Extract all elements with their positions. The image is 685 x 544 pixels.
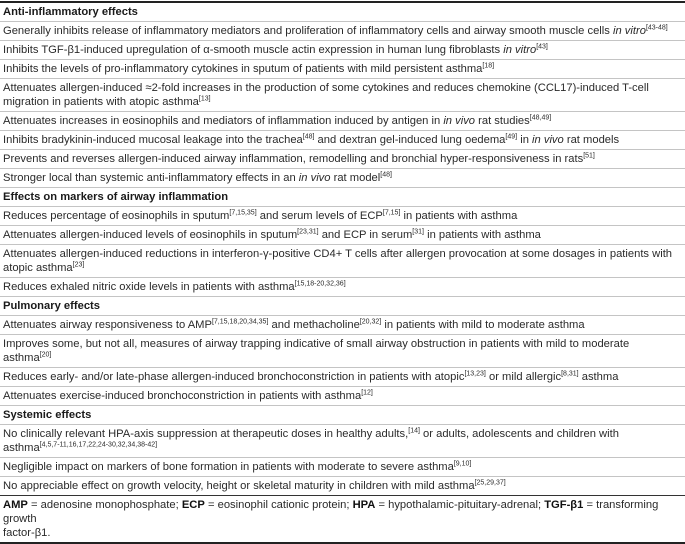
table-row: [0, 458, 685, 477]
text-segment: and dextran gel-induced lung oedema: [314, 134, 506, 146]
reference-citation: [48]: [302, 133, 315, 141]
reference-citation: [51]: [583, 152, 595, 160]
text-segment: in vivo: [298, 172, 331, 184]
text-segment: factor-β1.: [3, 527, 51, 539]
table-row: [0, 368, 685, 387]
text-segment: Attenuates allergen-induced reductions in interferon-γ-positive CD4+ T cells after allergen provocation at some dosages in patients with: [3, 248, 673, 260]
text-segment: Inhibits bradykinin-induced mucosal leakage into the trachea: [3, 134, 303, 146]
reference-citation: [12]: [361, 389, 373, 397]
table-row: [0, 79, 685, 112]
text-segment: in vivo: [532, 134, 564, 146]
text-segment: asthma: [3, 442, 40, 454]
table-row: [0, 387, 685, 406]
text-segment: or adults, adolescents and children with: [419, 428, 619, 440]
text-segment: in vitro: [612, 25, 646, 37]
reference-citation: [14]: [408, 427, 420, 435]
table-row: [0, 131, 685, 150]
text-segment: in patients with mild to moderate asthma: [381, 319, 585, 331]
table-row: [0, 425, 685, 458]
reference-citation: [49]: [505, 133, 518, 141]
text-segment: Attenuates allergen-induced levels of eosinophils in sputum: [3, 229, 298, 241]
text-segment: rat models: [563, 134, 620, 146]
text-segment: No clinically relevant HPA-axis suppression at therapeutic doses in healthy adults,: [3, 428, 409, 440]
text-segment: Attenuates allergen-induced ≈2-fold increases in the production of some cytokines and reduces chemokine (CCL17)-induced T-cell: [3, 82, 649, 94]
table-row: [0, 316, 685, 335]
reference-citation: [13]: [198, 95, 211, 103]
reference-citation: [20]: [39, 351, 52, 359]
reference-citation: [4,5,7-11,16,17,22,24-30,32,34,38-42]: [39, 441, 158, 449]
reference-citation: [7,15]: [382, 209, 401, 217]
text-segment: Reduces percentage of eosinophils in sputum: [3, 210, 230, 222]
text-segment: Improves some, but not all, measures of airway trapping indicative of small airway obstruction in patients with mild to moderate: [3, 338, 630, 350]
reference-citation: [18]: [482, 62, 495, 70]
text-segment: atopic asthma: [3, 262, 73, 274]
text-segment: migration in patients with atopic asthma: [3, 96, 199, 108]
reference-citation: [15,18-20,32,36]: [294, 280, 346, 288]
text-segment: in vitro: [503, 44, 537, 56]
text-segment: in: [517, 134, 533, 146]
text-segment: Prevents and reverses allergen-induced airway inflammation, remodelling and bronchial hyper-responsiveness in rats: [3, 153, 584, 165]
table-row: [0, 150, 685, 169]
reference-citation: [23,31]: [297, 228, 319, 236]
text-segment: rat model: [330, 172, 381, 184]
table-row: [0, 278, 685, 297]
table-row: [0, 169, 685, 188]
text-segment: Negligible impact on markers of bone formation in patients with moderate to severe asthma: [3, 461, 454, 473]
reference-citation: [7,15,35]: [229, 209, 257, 217]
text-segment: Reduces early- and/or late-phase allergen-induced bronchoconstriction in patients with atopic: [3, 371, 465, 383]
table-row: [0, 60, 685, 79]
table-row: [0, 477, 685, 496]
table-row: [0, 22, 685, 41]
text-segment: and methacholine: [268, 319, 360, 331]
text-segment: rat studies: [475, 115, 530, 127]
reference-citation: [25,29,37]: [474, 479, 506, 487]
text-segment: Attenuates exercise-induced bronchoconstriction in patients with asthma: [3, 390, 362, 402]
text-segment: Attenuates airway responsiveness to AMP: [3, 319, 212, 331]
text-segment: = adenosine monophosphate;: [27, 499, 182, 511]
reference-citation: [23]: [72, 261, 85, 269]
reference-citation: [48]: [380, 171, 392, 179]
text-segment: or mild allergic: [485, 371, 562, 383]
effects-table: [0, 1, 685, 496]
abbreviation: ECP: [181, 499, 205, 511]
text-segment: Stronger local than systemic anti-inflammatory effects in an: [3, 172, 299, 184]
reference-citation: [13,23]: [464, 370, 486, 378]
text-segment: = transforming growth: [3, 499, 659, 525]
text-segment: in patients with asthma: [423, 229, 541, 241]
reference-citation: [31]: [412, 228, 424, 236]
text-segment: Generally inhibits release of inflammatory mediators and proliferation of inflammatory cells and airway smooth muscle cells: [3, 25, 613, 37]
text-segment: = eosinophil cationic protein;: [204, 499, 353, 511]
text-segment: in vivo: [443, 115, 476, 127]
reference-citation: [8,31]: [561, 370, 579, 378]
text-segment: asthma: [578, 371, 619, 383]
table-row: [0, 335, 685, 368]
reference-citation: [9,10]: [453, 460, 472, 468]
reference-citation: [48,49]: [529, 114, 552, 122]
table-row: [0, 207, 685, 226]
section-heading: Effects on markers of airway inflammation: [0, 188, 685, 207]
reference-citation: [20,32]: [359, 318, 382, 326]
table-row: [0, 112, 685, 131]
text-segment: Reduces exhaled nitric oxide levels in patients with asthma: [3, 281, 295, 293]
text-segment: No appreciable effect on growth velocity, height or skeletal maturity in children with mild asthma: [3, 480, 475, 492]
text-segment: in patients with asthma: [400, 210, 518, 222]
abbreviation: HPA: [352, 499, 376, 511]
reference-citation: [43-48]: [645, 24, 668, 32]
reference-citation: [43]: [536, 43, 548, 51]
section-heading: Pulmonary effects: [0, 297, 685, 316]
table-row: [0, 41, 685, 60]
text-segment: = hypothalamic-pituitary-adrenal;: [375, 499, 545, 511]
text-segment: and serum levels of ECP: [256, 210, 383, 222]
table-row: [0, 245, 685, 278]
text-segment: and ECP in serum: [318, 229, 413, 241]
abbreviation: AMP: [3, 499, 28, 511]
table-footnote: [0, 496, 685, 544]
abbreviation: TGF-β1: [544, 499, 584, 511]
table-row: [0, 226, 685, 245]
text-segment: Inhibits TGF-β1-induced upregulation of α-smooth muscle actin expression in human lung fibroblasts: [3, 44, 504, 56]
reference-citation: [7,15,18,20,34,35]: [211, 318, 269, 326]
text-segment: asthma: [3, 352, 40, 364]
text-segment: Attenuates increases in eosinophils and mediators of inflammation induced by antigen in: [3, 115, 444, 127]
section-heading: Anti-inflammatory effects: [0, 3, 685, 22]
section-heading: Systemic effects: [0, 406, 685, 425]
text-segment: Inhibits the levels of pro-inflammatory cytokines in sputum of patients with mild persistent asthma: [3, 63, 483, 75]
